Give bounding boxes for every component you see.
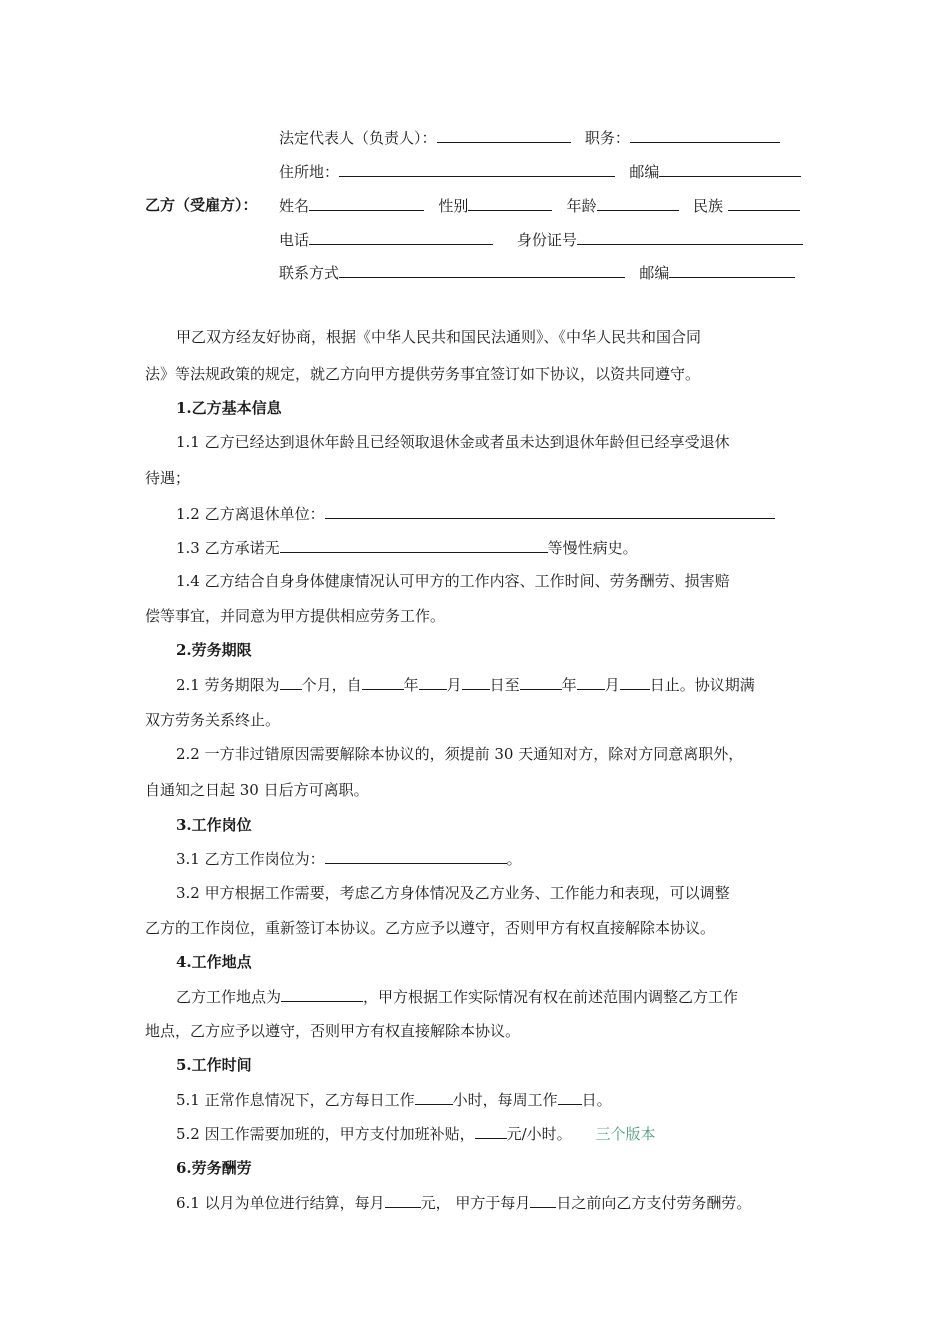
clause-6-1-text-c: 日之前向乙方支付劳务酬劳。: [556, 1194, 752, 1212]
clause-2-2-line-1: 2.2 一方非过错原因需要解除本协议的，须提前 30 天通知对方，除对方同意离职外，: [176, 745, 744, 763]
name-field[interactable]: [309, 195, 424, 211]
clause-1-2: [176, 503, 775, 524]
gender-label: 性别: [438, 197, 469, 215]
clause-3-1-text-b: 。: [506, 850, 522, 868]
clause-3-2-line-1: 3.2 甲方根据工作需要，考虑乙方身体情况及乙方业务、工作能力和表现，可以调整: [176, 884, 730, 902]
clause-1-2-text: 1.2 乙方离退休单位：: [176, 505, 325, 523]
age-label: 年龄: [566, 197, 597, 215]
id-field[interactable]: [577, 229, 803, 245]
version-note: 三个版本: [595, 1125, 656, 1143]
month-label: 月: [446, 676, 462, 694]
clause-4-text-b: ，甲方根据工作实际情况有权在前述范围内调整乙方工作: [363, 988, 739, 1006]
party-b-basic-row: [279, 195, 800, 216]
clause-2-1-line-1: [176, 674, 755, 695]
job-post-field[interactable]: [325, 848, 507, 864]
clause-1-3-text-b: 等慢性病史。: [547, 539, 638, 557]
contact-row: [279, 262, 795, 283]
section-6-heading: 6.劳务酬劳: [176, 1159, 252, 1177]
monthly-pay-field[interactable]: [385, 1192, 421, 1208]
clause-5-2: [176, 1123, 656, 1144]
clause-2-2-line-2: 自通知之日起 30 日后方可离职。: [145, 781, 369, 799]
ethnicity-label: 民族: [692, 197, 723, 215]
clause-4-text-a: 乙方工作地点为: [176, 988, 282, 1006]
clause-2-1-line-2: 双方劳务关系终止。: [145, 711, 281, 729]
day-to-label: 日至: [489, 676, 520, 694]
address-field[interactable]: [339, 161, 615, 177]
clause-2-1-text-b: 个月，自: [301, 676, 362, 694]
clause-1-1-line-2: 待遇；: [145, 469, 191, 487]
clause-3-2-line-2: 乙方的工作岗位，重新签订本协议。乙方应予以遵守，否则甲方有权直接解除本协议。: [145, 919, 716, 937]
months-field[interactable]: [280, 674, 302, 690]
phone-id-row: [279, 229, 803, 250]
overtime-rate-field[interactable]: [475, 1123, 507, 1139]
clause-2-1-text-a: 2.1 劳务期限为: [176, 676, 280, 694]
year-label-2: 年: [561, 676, 577, 694]
phone-label: 电话: [279, 231, 310, 249]
end-day-field[interactable]: [620, 674, 650, 690]
year-label: 年: [403, 676, 419, 694]
party-b-title: 乙方（受雇方）：: [145, 196, 258, 214]
clause-5-1-text-c: 日。: [581, 1091, 612, 1109]
address-row: [279, 161, 801, 182]
end-month-field[interactable]: [577, 674, 605, 690]
daily-hours-field[interactable]: [415, 1089, 453, 1105]
postcode-b-label: 邮编: [639, 264, 670, 282]
work-location-field[interactable]: [281, 986, 363, 1002]
ethnicity-field[interactable]: [728, 195, 800, 211]
section-2-heading: 2.劳务期限: [176, 641, 252, 659]
clause-5-2-text-b: 元/小时。: [506, 1125, 572, 1143]
start-year-field[interactable]: [362, 674, 404, 690]
id-label: 身份证号: [516, 231, 577, 249]
postcode-label: 邮编: [629, 163, 660, 181]
pay-day-field[interactable]: [530, 1192, 556, 1208]
position-label: 职务：: [584, 129, 630, 147]
start-day-field[interactable]: [462, 674, 490, 690]
postcode-field[interactable]: [659, 161, 801, 177]
age-field[interactable]: [597, 195, 679, 211]
section-1-heading: 1.乙方基本信息: [176, 399, 282, 417]
section-3-heading: 3.工作岗位: [176, 816, 252, 834]
clause-3-1-text-a: 3.1 乙方工作岗位为：: [176, 850, 325, 868]
clause-1-1-line-1: 1.1 乙方已经达到退休年龄且已经领取退休金或者虽未达到退休年龄但已经享受退休: [176, 433, 730, 451]
weekly-days-field[interactable]: [558, 1089, 582, 1105]
name-label: 姓名: [279, 197, 310, 215]
clause-6-1-text-a: 6.1 以月为单位进行结算，每月: [176, 1194, 385, 1212]
end-year-field[interactable]: [520, 674, 562, 690]
clause-1-4-line-2: 偿等事宜，并同意为甲方提供相应劳务工作。: [145, 607, 446, 625]
chronic-disease-field[interactable]: [280, 537, 548, 553]
clause-5-1-text-a: 5.1 正常作息情况下，乙方每日工作: [176, 1091, 415, 1109]
legal-rep-row: [279, 127, 780, 148]
legal-rep-label: 法定代表人（负责人）：: [279, 129, 437, 147]
clause-5-2-text-a: 5.2 因工作需要加班的，甲方支付加班补贴，: [176, 1125, 475, 1143]
address-label: 住所地：: [279, 163, 340, 181]
intro-line-2: 法》等法规政策的规定，就乙方向甲方提供劳务事宜签订如下协议，以资共同遵守。: [145, 365, 701, 383]
clause-6-1-text-b: 元， 甲方于每月: [420, 1194, 531, 1212]
start-month-field[interactable]: [419, 674, 447, 690]
section-4-heading: 4.工作地点: [176, 953, 252, 971]
postcode-b-field[interactable]: [669, 262, 795, 278]
clause-6-1: [176, 1192, 751, 1213]
legal-rep-field[interactable]: [437, 127, 571, 143]
section-5-heading: 5.工作时间: [176, 1056, 252, 1074]
gender-field[interactable]: [468, 195, 552, 211]
contact-label: 联系方式: [279, 264, 340, 282]
position-field[interactable]: [630, 127, 780, 143]
intro-line-1: 甲乙双方经友好协商，根据《中华人民共和国民法通则》、《中华人民共和国合同: [176, 328, 702, 346]
clause-2-1-text-end: 日止。协议期满: [649, 676, 755, 694]
clause-1-3: [176, 537, 638, 558]
clause-4-line-1: [176, 986, 738, 1007]
phone-field[interactable]: [309, 229, 493, 245]
clause-3-1: [176, 848, 522, 869]
month-label-2: 月: [604, 676, 620, 694]
clause-1-4-line-1: 1.4 乙方结合自身身体健康情况认可甲方的工作内容、工作时间、劳务酬劳、损害赔: [176, 572, 730, 590]
clause-1-3-text-a: 1.3 乙方承诺无: [176, 539, 280, 557]
retirement-unit-field[interactable]: [325, 503, 775, 519]
clause-5-1: [176, 1089, 612, 1110]
contact-field[interactable]: [339, 262, 625, 278]
clause-5-1-text-b: 小时，每周工作: [452, 1091, 558, 1109]
clause-4-line-2: 地点，乙方应予以遵守，否则甲方有权直接解除本协议。: [145, 1022, 521, 1040]
